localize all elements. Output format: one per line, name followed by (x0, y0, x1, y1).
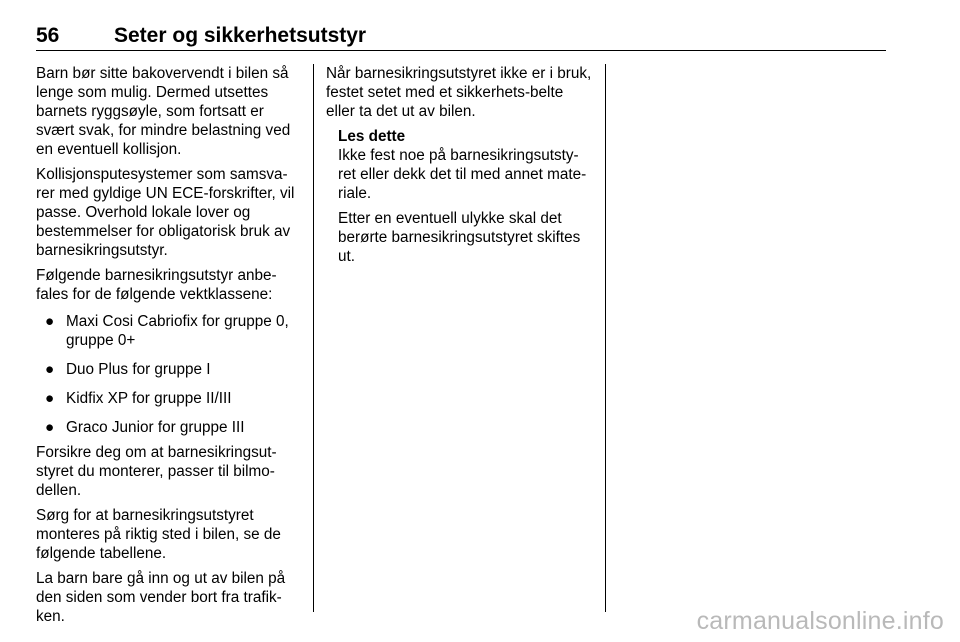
bullet-icon: ● (45, 313, 55, 330)
list-item-text: Kidfix XP for gruppe II/III (66, 390, 232, 407)
list-item-text: Duo Plus for gruppe I (66, 361, 211, 378)
list-item (36, 389, 302, 408)
page-title: Seter og sikkerhetsutstyr (114, 24, 367, 47)
column-divider (605, 64, 606, 612)
list-item (36, 360, 302, 379)
paragraph: Barn bør sitte bakovervendt i bilen så lenge som mulig. Dermed utsettes barnets ryggsøyle, som fortsatt er svært svak, for mindre belastning ved en eventuell kollisjon. (36, 65, 291, 158)
recommended-seat-list (36, 312, 302, 437)
paragraph: Sørg for at barnesikringsutstyret monteres på riktig sted i bilen, se de følgende tabellene. (36, 507, 281, 562)
list-item-text: Maxi Cosi Cabriofix for gruppe 0, gruppe 0+ (66, 313, 289, 349)
note-box (326, 127, 594, 266)
text-column-left (36, 64, 302, 632)
bullet-icon: ● (45, 419, 55, 436)
note-paragraph: Etter en eventuell ulykke skal det berørte barnesikringsutstyret skiftes ut. (338, 210, 581, 265)
bullet-icon: ● (45, 390, 55, 407)
paragraph: Følgende barnesikringsutstyr anbe-fales for de følgende vektklassene: (36, 267, 277, 303)
note-heading: Les dette (338, 128, 406, 145)
column-divider (313, 64, 314, 612)
watermark: carmanualsonline.info (696, 607, 944, 635)
paragraph: Når barnesikringsutstyret ikke er i bruk, festet setet med et sikkerhets-belte eller ta det ut av bilen. (326, 65, 592, 120)
bullet-icon: ● (45, 361, 55, 378)
list-item (36, 418, 302, 437)
paragraph: Kollisjonsputesystemer som samsva-rer med gyldige UN ECE-forskrifter, vil passe. Overhold lokale lover og bestemmelser for obligatorisk bruk av barnesikringsutstyr. (36, 166, 295, 259)
list-item (36, 312, 302, 350)
list-item-text: Graco Junior for gruppe III (66, 419, 245, 436)
text-column-middle (326, 64, 594, 272)
paragraph: Forsikre deg om at barnesikringsut-styret du monterer, passer til bilmo-dellen. (36, 444, 277, 499)
paragraph: La barn bare gå inn og ut av bilen på den siden som vender bort fra trafik-ken. (36, 570, 286, 625)
note-paragraph: Ikke fest noe på barnesikringsutsty-ret eller dekk det til med annet mate-riale. (338, 147, 587, 202)
page-number: 56 (36, 24, 60, 47)
page-header (36, 18, 886, 51)
